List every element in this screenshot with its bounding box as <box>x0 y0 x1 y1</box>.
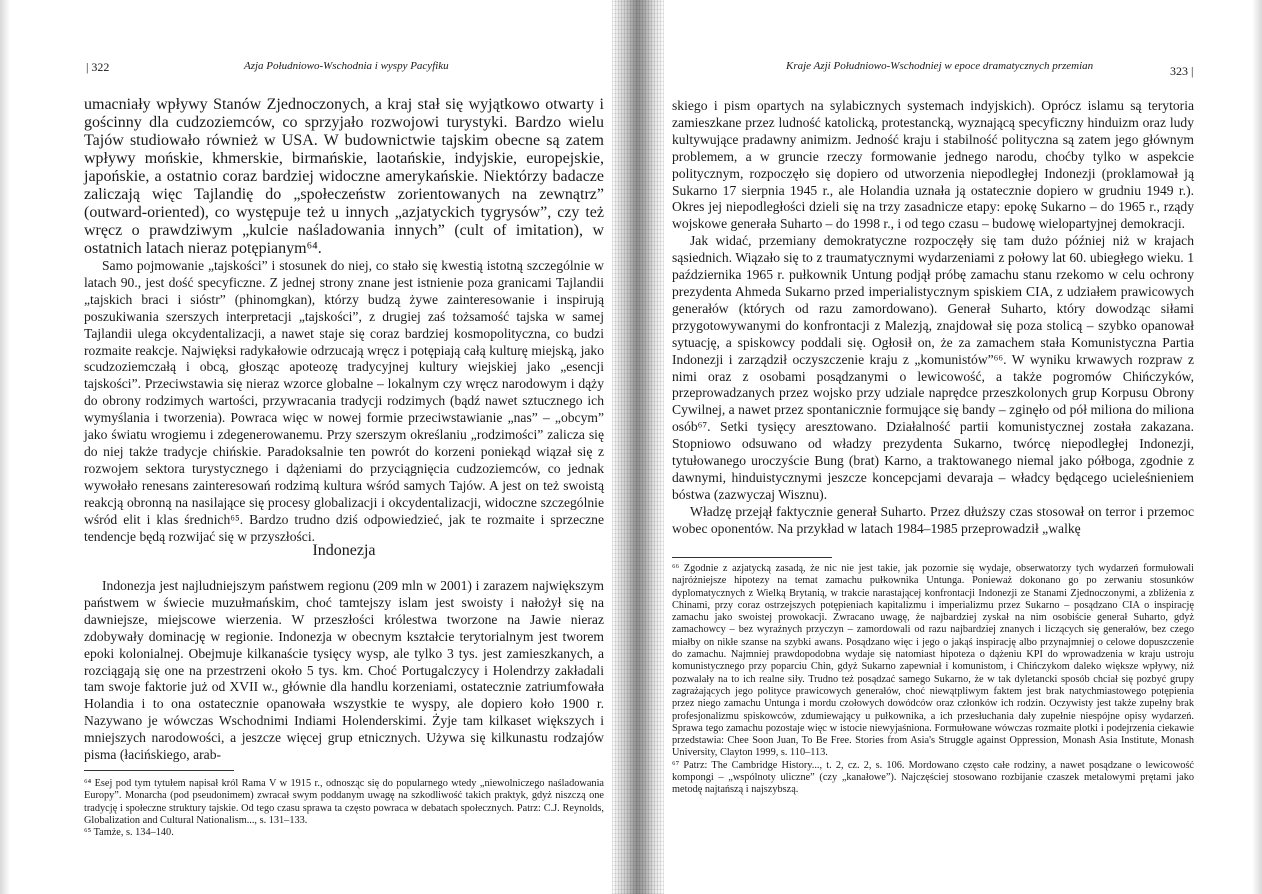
body-text-left <box>84 96 604 545</box>
paragraph: Jak widać, przemiany demokratyczne rozpoczęły się tam dużo później niż w krajach sąsiednich. Wiązało się to z traumatycznymi wydarzeniami z połowy lat 60. ubiegłego wieku. 1 października 1965 r. pułkownik Untung podjął próbę zamachu stanu rzekomo w celu ochrony prezydenta Ahmeda Sukarno przed imperialistycznym spiskiem CIA, z udziałem prawicowych generałów (których od razu zamordowano). Generał Suharto, który dowodząc siłami przygotowywanymi do konfrontacji z Malezją, znajdował się poza stolicą – szybko opanował sytuację, a spiskowcy poddali się. Ogłosił on, że za zamachem stała Komunistyczna Partia Indonezji i zarządził oczyszczenie kraju z „komunistów”⁶⁶. W wyniku krwawych rozpraw z nimi oraz z osobami posądzanymi o lewicowość, a także pogromów Chińczyków, przeprowadzanych przez wojsko przy udziale naprędce przeszkolonych grup Korpusu Obrony Cywilnej, a nawet przez spontanicznie formujące się bandy – zginęło od pół miliona do miliona osób⁶⁷. Setki tysięcy aresztowano. Działalność partii komunistycznej została zakazana. Stopniowo odsuwano od władzy prezydenta Sukarno, twórcę niepodległej Indonezji, tytułowanego uroczyście Bung (brat) Karno, a traktowanego niemal jako półboga, zgodnie z dawnymi, hinduistycznymi jeszcze koncepcjami devaraja – władcy będącego ucieleśnieniem bóstwa (zazwyczaj Wisznu). <box>672 233 1194 502</box>
right-page <box>636 0 1262 894</box>
footnote: ⁶⁴ Esej pod tym tytułem napisał król Rama V w 1915 r., odnosząc się do popularnego wtedy „niewolniczego naśladowania Europy”. Monarcha (pod pseudonimem) zwracał swym poddanym uwagę na szkodliwość takich praktyk, gdyż niszczą one tradycję i społeczne struktury tajskie. Od tego czasu sprawa ta często powraca w debatach społecznych. Patrz: C.J. Reynolds, Globalization and Cultural Nationalism..., s. 131–133. <box>84 778 604 826</box>
paragraph: Samo pojmowanie „tajskości” i stosunek do niej, co stało się kwestią istotną szczególnie w latach 90., jest dość specyficzne. Z jednej strony znane jest istnienie poza granicami Tajlandii „tajskich braci i sióstr” (phinomgkan), którzy budzą żywe zainteresowanie i inspirują poszukiwania szerszych interpretacji „tajskości”, z drugiej zaś tożsamość tajska w samej Tajlandii ulega okcydentalizacji, a nawet staje się coraz bardziej kosmopolityczna, co budzi rozmaite reakcje. Najwięksi radykałowie odrzucają wręcz i potępiają całą kulturę miejską, jako scudzoziemczałą i obcą, głosząc apoteozę tradycyjnej kultury wiejskiej jako „esencji tajskości”. Przeciwstawia się nieraz wzorce globalne – lokalnym czy wręcz narodowym i dąży do obrony rodzimych wartości, przywracania tradycji rodzimych (bądź nawet sztucznego ich wymyślania i tworzenia). Powraca więc w nowej formie przeciwstawianie „nas” – „obcym” jako światu wrogiemu i zdegenerowanemu. Przy szerszym określaniu „rodzimości” zalicza się do niej także tradycje chińskie. Paradoksalnie ten powrót do korzeni poniekąd wiązał się z rozwojem sektora turystycznego i dążeniami do przyciągnięcia cudzoziemców, co jednak wywołało renesans zainteresowań rodzimą kultura wśród samych Tajów. A jest on też swoistą reakcją obronną na nasilające się procesy globalizacji i okcydentalizacji, widoczne szczególnie wśród elit i klas średnich⁶⁵. Bardzo trudno dziś odpowiedzieć, jak te rozmaite i sprzeczne tendencje będą rozwijać się w przyszłości. <box>84 258 604 544</box>
footnote: ⁶⁷ Patrz: The Cambridge History..., t. 2, cz. 2, s. 106. Mordowano często całe rodziny, a nawet posądzane o lewicowość kompongi – „wspólnoty uliczne” (czy „kanałowe”). Najczęściej stosowano rozbijanie czaszek metalowymi prętami jako metodę najtańszą i najszybszą. <box>672 759 1194 796</box>
footnote: ⁶⁵ Tamże, s. 134–140. <box>84 827 174 839</box>
left-page <box>0 0 626 894</box>
footnote-rule <box>672 557 832 558</box>
footnotes-right <box>672 563 1194 797</box>
paragraph: Indonezja jest najludniejszym państwem regionu (209 mln w 2001) i zarazem największym państwem w świecie muzułmańskim, choć tamtejszy islam jest swoisty i nałożył się na dawniejsze, miejscowe wierzenia. W przeszłości królestwa tworzone na Jawie nieraz zdobywały dominację w regionie. Indonezja w obecnym kształcie terytorialnym jest tworem epoki kolonialnej. Obejmuje kilkanaście tysięcy wysp, ale tylko 3 tys. jest zamieszkanych, a rozciągają się one na przestrzeni około 5 tys. km. Choć Portugalczycy i Holendrzy zakładali tam swoje faktorie już od XVII w., głównie dla handlu korzeniami, ostatecznie zatriumfowała Holandia i to ona ostatecznie opanowała wszystkie te wyspy, ale dopiero koło 1900 r. Nazywano je wówczas Wschodnimi Indiami Holenderskimi. Żyje tam kilkaset większych i mniejszych narodowości, a jeszcze więcej grup etnicznych. Używa się kilkunastu rodzajów pisma (łacińskiego, arab- <box>84 578 604 763</box>
section-body-left <box>84 578 604 764</box>
body-text-right <box>672 98 1194 538</box>
paragraph: Władzę przejął faktycznie generał Suharto. Przez dłuższy czas stosował on terror i przemoc wobec oponentów. Na przykład w latach 1984–1985 przeprowadził „walkę <box>672 503 1194 536</box>
section-heading: Indonezja <box>312 542 376 559</box>
footnotes-left <box>84 778 604 839</box>
footnote: ⁶⁶ Zgodnie z azjatycką zasadą, że nic nie jest takie, jak pozornie się wydaje, obserwatorzy tych wydarzeń formułowali najróżniejsze hipotezy na temat zamachu pułkownika Untunga. Ponieważ dokonano go po zerwaniu stosunków dyplomatycznych z Wielką Brytanią, w trakcie narastającej konfrontacji Indonezji ze Stanami Zjednoczonymi, a zbliżenia z Chinami, przy coraz ostrzejszych potępieniach kapitalizmu i imperializmu przez Sukarno – posądzano CIA o inspirację zamachu jako swoistej prowokacji. Zwracano uwagę, że najbardziej zyskał na nim osobiście generał Suharto, gdyż zamachowcy – bez wyraźnych przyczyn – zamordowali od razu najbardziej znanych i liczących się generałów, bez czego miałby on nikłe szanse na szybki awans. Posądzano więc i jego o jakąś inspirację albo przynajmniej o celowe dopuszczenie do zamachu. Najmniej prawdopodobna wydaje się natomiast hipoteza o dążeniu KPI do wprowadzenia w kraju ustroju komunistycznego przy poparciu Chin, gdyż Sukarno zapewniał i komunistom, i Chińczykom daleko większe wpływy, niż pozwalały na to ich realne siły. Trudno też posądzać samego Sukarno, że w tak dyletancki sposób chciał się pozbyć grupy zagrażających jego polityce prawicowych generałów, choć niewątpliwym faktem jest brak natychmiastowego potępienia przez niego zamachu Untunga i mordu czołowych dowódców oraz członków ich rodzin. Oczywisty jest także zupełny brak profesjonalizmu spiskowców, zdumiewający u pułkownika, a ich przesłuchania dały zupełnie niespójne opisy wydarzeń. Sprawa tego zamachu pozostaje więc w istocie niewyjaśniona. Formułowane wówczas rozmaite plotki i podejrzenia ciekawie przedstawia: Chee Soon Juan, To Be Free. Stories from Asia's Struggle against Oppression, Monash Asia Institute, Monash University, Clayton 1999, s. 110–113. <box>672 563 1194 759</box>
paragraph: skiego i pism opartych na sylabicznych systemach indyjskich). Oprócz islamu są terytoria zamieszkane przez ludność katolicką, protestancką, wyznającą specyficzny hinduizm oraz ludy kultywujące pradawny animizm. Jedność kraju i stabilność polityczna są zatem jego głównym problemem, a w gruncie rzeczy formowanie jednego narodu, choćby tylko w aspekcie politycznym, rozpoczęło się dopiero od utworzenia niepodległej Indonezji (proklamował ją Sukarno 17 sierpnia 1945 r., ale Holandia uznała ją ostatecznie dopiero w grudniu 1949 r.). Okres jej niepodległości dzieli się na trzy zasadnicze etapy: epokę Sukarno – do 1965 r., rządy wojskowe generała Suharto – do 1998 r., i od tego czasu – budowę wielopartyjnej demokracji. <box>672 98 1194 232</box>
paragraph: umacniały wpływy Stanów Zjednoczonych, a kraj stał się wyjątkowo otwarty i gościnny dla cudzoziemców, co sprzyjało rozwojowi turystyki. Bardzo wielu Tajów studiowało również w USA. W budownictwie tajskim obecne są zatem wpływy mońskie, khmerskie, birmańskie, laotańskie, indyjskie, europejskie, japońskie, a ostatnio coraz bardziej widoczne amerykańskie. Niektórzy badacze zaliczają więc Tajlandię do „społeczeństw zorientowanych na zewnątrz” (outward-oriented), co występuje też u innych „azjatyckich tygrysów”, czy też wręcz o prawdziwym „kulcie naśladowania innych” (cult of imitation), w ostatnich latach nieraz potępianym⁶⁴. <box>84 96 604 257</box>
footnote-rule <box>84 770 234 771</box>
page-number-left: | 322 <box>86 60 110 74</box>
running-header-right: Kraje Azji Południowo-Wschodniej w epoce dramatycznych przemian <box>786 60 1094 72</box>
page-number-right: 323 | <box>1170 64 1194 78</box>
running-header-left: Azja Południowo-Wschodnia i wyspy Pacyfiku <box>244 60 449 72</box>
